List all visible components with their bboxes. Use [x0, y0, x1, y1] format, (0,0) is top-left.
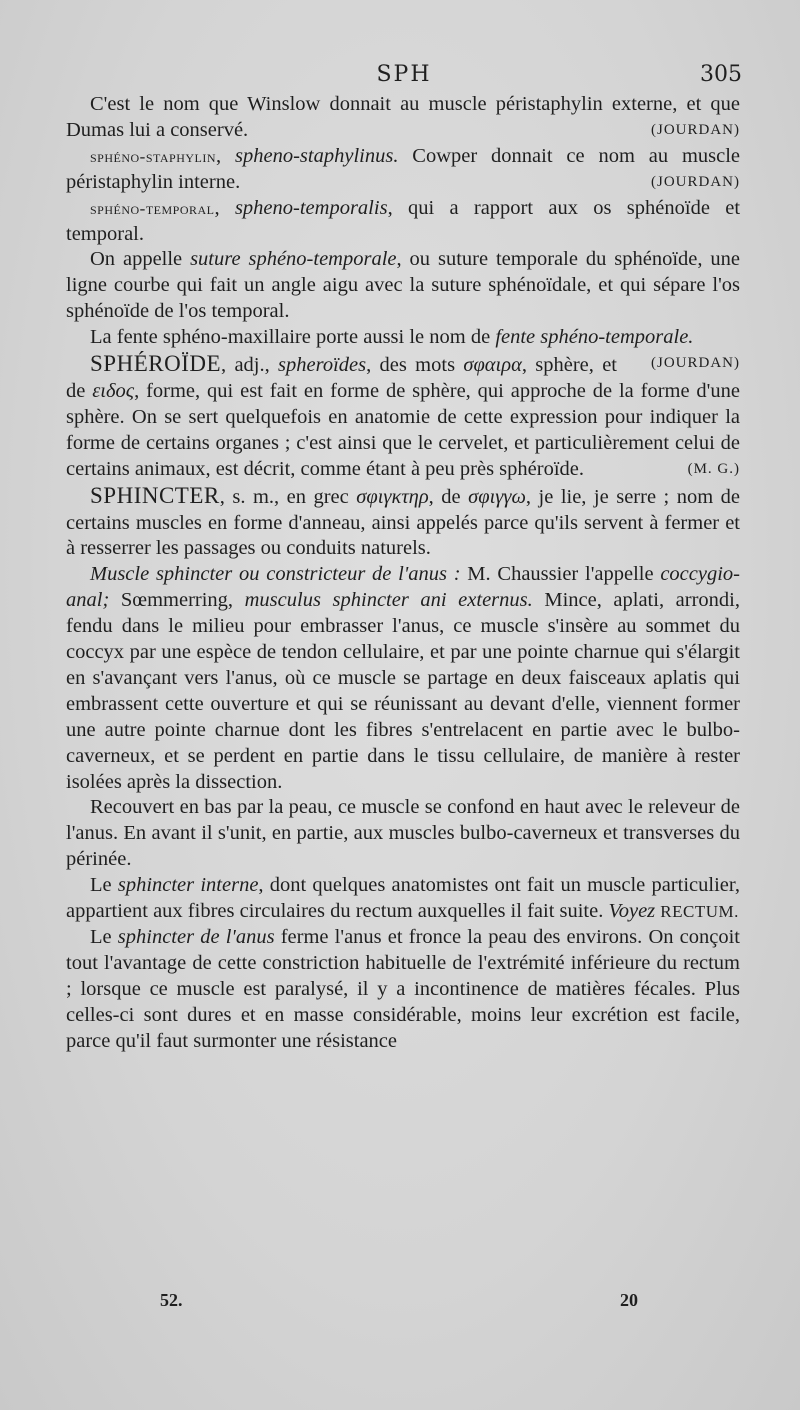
text-run: , — [214, 196, 235, 219]
text-run: , sphère, et de — [66, 354, 618, 402]
text-run: sphincter interne — [117, 874, 259, 897]
gathering-number: 20 — [620, 1290, 638, 1310]
text-run: , forme, qui est fait en forme de sphère, qui approche de la forme d'une sphère. On se sert quelquefois en anatomie de cette expression pour indiquer la forme de certains organes ; c'est ainsi que le cervelet, et particulièrement celui de certains animaux, est décrit, comme étant à peu près sphéroïde. — [66, 379, 740, 480]
paragraph — [66, 247, 740, 325]
text-run: , s. m., en grec — [219, 485, 357, 508]
signature-mark: 52. — [160, 1290, 183, 1310]
text-run: ferme l'anus et fronce la peau des environs. On conçoit tout l'avantage de cette constriction habituelle de l'extrémité inférieure du rectum ; lorsque ce muscle est paralysé, il y a incontinence de matières fécales. Plus celles-ci sont dures et en masse considérable, moins leur excrétion est facile, parce qu'il faut surmonter une résistance — [66, 926, 740, 1052]
paragraph — [66, 196, 740, 248]
paragraph — [66, 92, 740, 144]
entry-headword: sphéno-temporal — [90, 198, 215, 218]
text-run: Voyez — [608, 900, 656, 923]
running-title: SPH — [376, 62, 432, 87]
text-run: , des mots — [366, 354, 464, 377]
text-run: suture sphéno-temporale — [190, 248, 397, 271]
text-run: musculus sphincter ani externus. — [244, 589, 533, 612]
text-run: Recouvert en bas par la peau, ce muscle se confond en haut avec le releveur de l'anus. En avant il s'unit, en partie, aux muscles bulbo-caverneux et transverses du périnée. — [66, 796, 740, 871]
page-number: 305 — [700, 62, 742, 87]
text-run: fente sphéno-temporale. — [495, 326, 694, 349]
text-run: Cowper donnait ce nom au muscle péristaphylin interne. — [66, 144, 741, 193]
text-run: σφιγκτηρ — [356, 485, 429, 508]
text-run: Sœmmerring, — [109, 589, 245, 612]
text-run: ειδος — [92, 379, 135, 402]
text-run: , je lie, je serre ; nom de certains muscles en forme d'anneau, ainsi appelés parce qu'ils servent à fermer et à resserrer les passages ou conduits naturels. — [66, 485, 740, 560]
entry-headword: SPHINCTER — [90, 482, 220, 508]
text-run: coccygio-anal; — [66, 563, 740, 612]
entry-headword: SPHÉROÏDE — [90, 351, 222, 377]
text-run: , — [216, 144, 236, 167]
text-run: Muscle sphincter ou constricteur de l'anus : — [90, 563, 461, 586]
text-run: spheno-staphylinus. — [235, 144, 399, 167]
text-run: On appelle — [90, 248, 191, 271]
text-run: spheroïdes — [278, 354, 367, 377]
text-run: sphincter de l'anus — [117, 926, 275, 948]
entry-headword: sphéno-staphylin — [90, 146, 217, 166]
text-run: σφιγγω — [468, 485, 526, 508]
author-reference: (JOURDAN) — [651, 121, 740, 138]
text-run: , ou suture temporale du sphénoïde, une ligne courbe qui fait un angle aigu avec la suture sphénoïdale, et qui sépare l'os sphénoïde de l'os temporal. — [66, 248, 741, 323]
text-run: , de — [428, 485, 469, 508]
text-run: M. Chaussier l'appelle — [460, 563, 661, 586]
text-run: C'est le nom que Winslow donnait au muscle péristaphylin externe, et que Dumas lui a conservé. — [66, 93, 740, 141]
paragraph — [66, 144, 740, 196]
paragraph — [66, 483, 740, 563]
text-run: spheno-temporalis — [234, 196, 388, 219]
paragraph — [66, 873, 740, 925]
text-run: , adj., — [221, 354, 279, 377]
text-run: , dont quelques anatomistes ont fait un muscle particulier, appartient aux fibres circulaires du rectum auxquelles il fait suite. — [66, 874, 740, 923]
text-run: σφαιρα — [463, 354, 522, 377]
text-run: La fente sphéno-maxillaire porte aussi le nom de — [90, 326, 496, 349]
paragraph — [66, 925, 740, 1055]
entry-headword: RECTUM. — [660, 902, 739, 922]
body-text — [66, 92, 740, 1055]
author-reference: (JOURDAN) — [651, 355, 740, 372]
running-header — [66, 62, 742, 92]
text-run: Le — [90, 874, 118, 897]
author-reference: (M. G.) — [687, 460, 740, 477]
paragraph — [66, 562, 740, 795]
author-reference: (JOURDAN) — [651, 173, 740, 190]
page-footer — [66, 1290, 742, 1316]
text-run: Mince, aplati, arrondi, fendu dans le milieu pour embrasser l'anus, ce muscle s'insère au sommet du coccyx par une espèce de tendon cellulaire, et par une pointe charnue qui s'élargit en s'avançant vers l'anus, où ce muscle se partage en deux faisceaux aplatis qui embrassent cette ouverture et qui se réunissant au devant d'elle, viennent former une autre pointe charnue dont les fibres s'entrelacent en partie avec le bulbo-caverneux, et se perdent en partie dans le tissu cellulaire, de manière à rester isolées après la dissection. — [66, 589, 740, 793]
text-run: , qui a rapport aux os sphénoïde et temporal. — [66, 196, 741, 245]
text-run: Le — [90, 926, 118, 948]
paragraph — [66, 795, 740, 873]
